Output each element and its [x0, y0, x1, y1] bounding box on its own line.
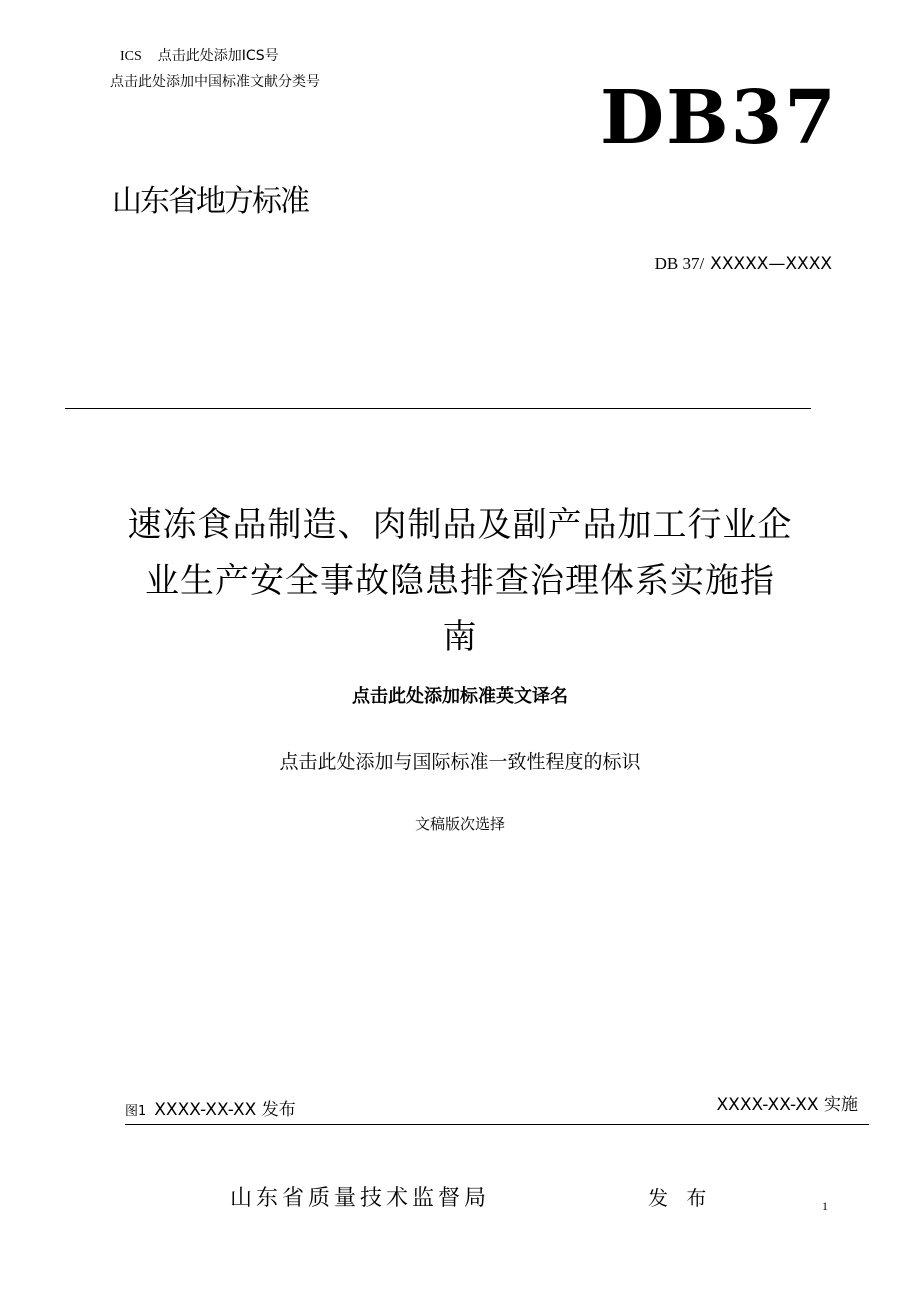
title-line-1: 速冻食品制造、肉制品及副产品加工行业企	[127, 505, 793, 545]
draft-version-select[interactable]: 文稿版次选择	[414, 815, 505, 833]
document-title[interactable]	[60, 497, 860, 665]
ics-line	[120, 46, 279, 67]
title-line-3: 南	[442, 617, 478, 657]
ics-field[interactable]: 点击此处添加ICS号	[157, 48, 279, 64]
issuer: 山东省质量技术监督局	[230, 1186, 491, 1211]
consistency-field[interactable]: 点击此处添加与国际标准一致性程度的标识	[279, 751, 641, 773]
top-divider	[65, 408, 811, 409]
page-number: 1	[822, 1199, 828, 1213]
figure-label: 图1	[125, 1104, 147, 1119]
ics-label: ICS	[120, 49, 142, 64]
bottom-divider	[125, 1124, 869, 1125]
standard-number	[655, 252, 832, 276]
standard-number-value[interactable]: XXXXX—XXXX	[710, 254, 832, 274]
english-title-field[interactable]: 点击此处添加标准英文译名	[352, 686, 568, 707]
issue-word: 发 布	[648, 1186, 713, 1210]
issue-date-field[interactable]: XXXX-XX-XX 发布	[154, 1100, 296, 1120]
standard-kind: 山东省地方标准	[112, 184, 308, 219]
db-logo: DB37	[600, 75, 838, 161]
implement-date-field[interactable]: XXXX-XX-XX 实施	[716, 1095, 858, 1115]
standard-number-prefix: DB 37/	[654, 254, 705, 273]
ccs-field[interactable]: 点击此处添加中国标准文献分类号	[110, 74, 320, 90]
title-line-2: 业生产安全事故隐患排查治理体系实施指	[145, 561, 775, 601]
issue-date	[125, 1098, 296, 1124]
